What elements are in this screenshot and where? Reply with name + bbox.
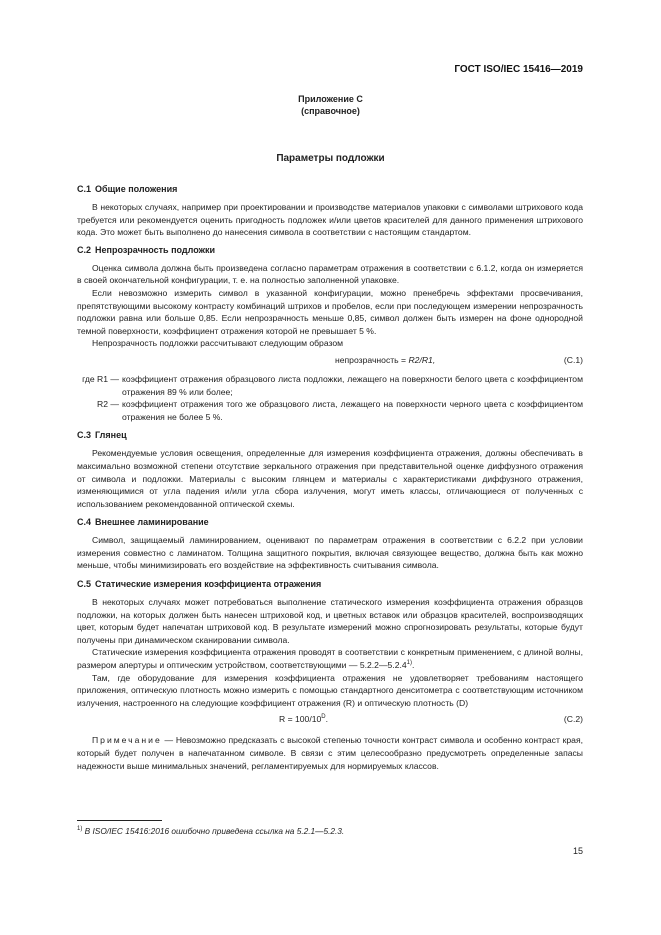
standard-header: ГОСТ ISO/IEC 15416—2019 [454,64,583,75]
formula-expression: непрозрачность = R2/R1, [335,354,436,365]
paragraph: Если невозможно измерить символ в указанной конфигурации, можно пренебречь эффектами просвечивания, препятствующими высокому контрасту комбинаций штрихов и пробелов, если при последующем измерении непрозрачность подложки равна или больше 0,85. Если непрозрачность меньше 0,85, символ должен быть измерен на фоне однородной темной поверхности, коэффициент отражения которой не превышает 5 %. [77,287,583,336]
term-r1: где R1 — [82,373,119,384]
note-label: Примечание [92,735,162,746]
term-description: коэффициент отражения образцового листа подложки, лежащего на поверхности белого цвета с коэффициентом отражения 89 % или более; [122,373,583,397]
formula-expression: $R = 100/10^D$. [279,714,329,725]
note-paragraph: Примечание — Невозможно предсказать с высокой степенью точности контраст символа и особенно контраст края, который будет получен в напечатанном символе. В связи с этим целесообразно предусмотреть определенные запасы надежности выше минимальных значений, регламентируемых для нормируемых классов. [77,735,583,771]
appendix-title: Приложение С [298,94,363,104]
formula-c2 [77,713,583,726]
page-number: 15 [572,846,583,856]
section-heading: С.4 Внешнее ламинирование [77,517,209,528]
term-r2: R2 — [97,399,119,410]
section-c5 [77,578,583,772]
paragraph: Там, где оборудование для измерения коэффициента отражения не удовлетворяет требованиям настоящего приложения, оптическую плотность можно измерить с помощью стандартного денситометра с соответствующим источником излучения, настроенного на следующие коэффициент отражения (R) и оптическую плотность (D) [77,672,583,708]
paragraph: Статические измерения коэффициента отражения проводят в соответствии с конкретным применением, с длиной волны, размером апертуры и оптическим устройством, соответствующими — 5.2.2—5.2.4$^{1)}$. [77,647,583,671]
section-c2 [77,244,583,424]
section-heading: С.1 Общие положения [77,184,178,194]
paragraph: Оценка символа должна быть произведена согласно параметрам отражения в соответствии с 6.1.2, когда он измеряется в своей окончательной конфигурации, т. е. на полностью заполненной упаковке. [77,262,583,286]
paragraph: Непрозрачность подложки рассчитывают следующим образом [92,338,344,349]
formula-c1 [77,354,583,367]
paragraph: В некоторых случаях, например при проектировании и производстве материалов упаковки с символами штрихового кода требуется или рекомендуется оценить пригодность подложек и/или цветов красителей для данного применения штрихового кода. Это может быть выполнено до нанесения символа в соответствии с настоящим стандартом. [77,202,583,238]
appendix-heading [0,93,661,117]
formula-number: (C.2) [563,714,583,725]
section-c4 [77,516,583,572]
where-r2 [77,398,583,423]
footnote: $^{1)}$ В ISO/IEC 15416:2016 ошибочно приведена ссылка на 5.2.1—5.2.3. [77,826,345,836]
formula-number: (C.1) [563,354,583,365]
main-title: Параметры подложки [276,153,385,164]
footnote-separator [77,820,162,821]
section-heading: С.2 Непрозрачность подложки [77,244,215,255]
paragraph: В некоторых случаях может потребоваться выполнение статического измерения коэффициента отражения образцов подложки, на которых должен быть нанесен штриховой код, и цветных вставок или образцов красителей, воспроизводящих цвет, которым будет напечатан штриховой код. В результате измерений можно спрогнозировать результаты, которые будут получены при динамическом сканировании символа. [77,597,583,645]
paragraph: Символ, защищаемый ламинированием, оценивают по параметрам отражения в соответствии с 6.2.2 при условии измерения совместно с ламинатом. Толщина защитного покрытия, включая связующее вещество, должна быть как можно меньше, чтобы минимизировать его воздействие на эффективность считывания символа. [77,535,583,571]
appendix-kind: (справочное) [301,106,360,116]
section-c3 [77,429,583,510]
where-r1 [77,373,583,398]
document-body [77,183,583,775]
section-heading: С.3 Глянец [77,430,127,441]
term-description: коэффициент отражения того же образцового листа, лежащего на поверхности черного цвета с коэффициентом отражения не более 5 %. [122,399,583,422]
section-heading: С.5 Статические измерения коэффициента отражения [77,579,322,590]
paragraph: Рекомендуемые условия освещения, определенные для измерения коэффициента отражения, должны обеспечивать в максимально возможной степени отсутствие зеркального отражения при представительной оценке диффузного отражения от символа и подложки. Материалы с высоким глянцем и материалы с характеристиками диффузного отражения, изменяющимися от угла падения и/или угла сбора излучения, могут иметь классы, отличающиеся от полученных с использованием рекомендованной оптической схемы. [77,448,583,509]
section-c1 [77,183,583,239]
